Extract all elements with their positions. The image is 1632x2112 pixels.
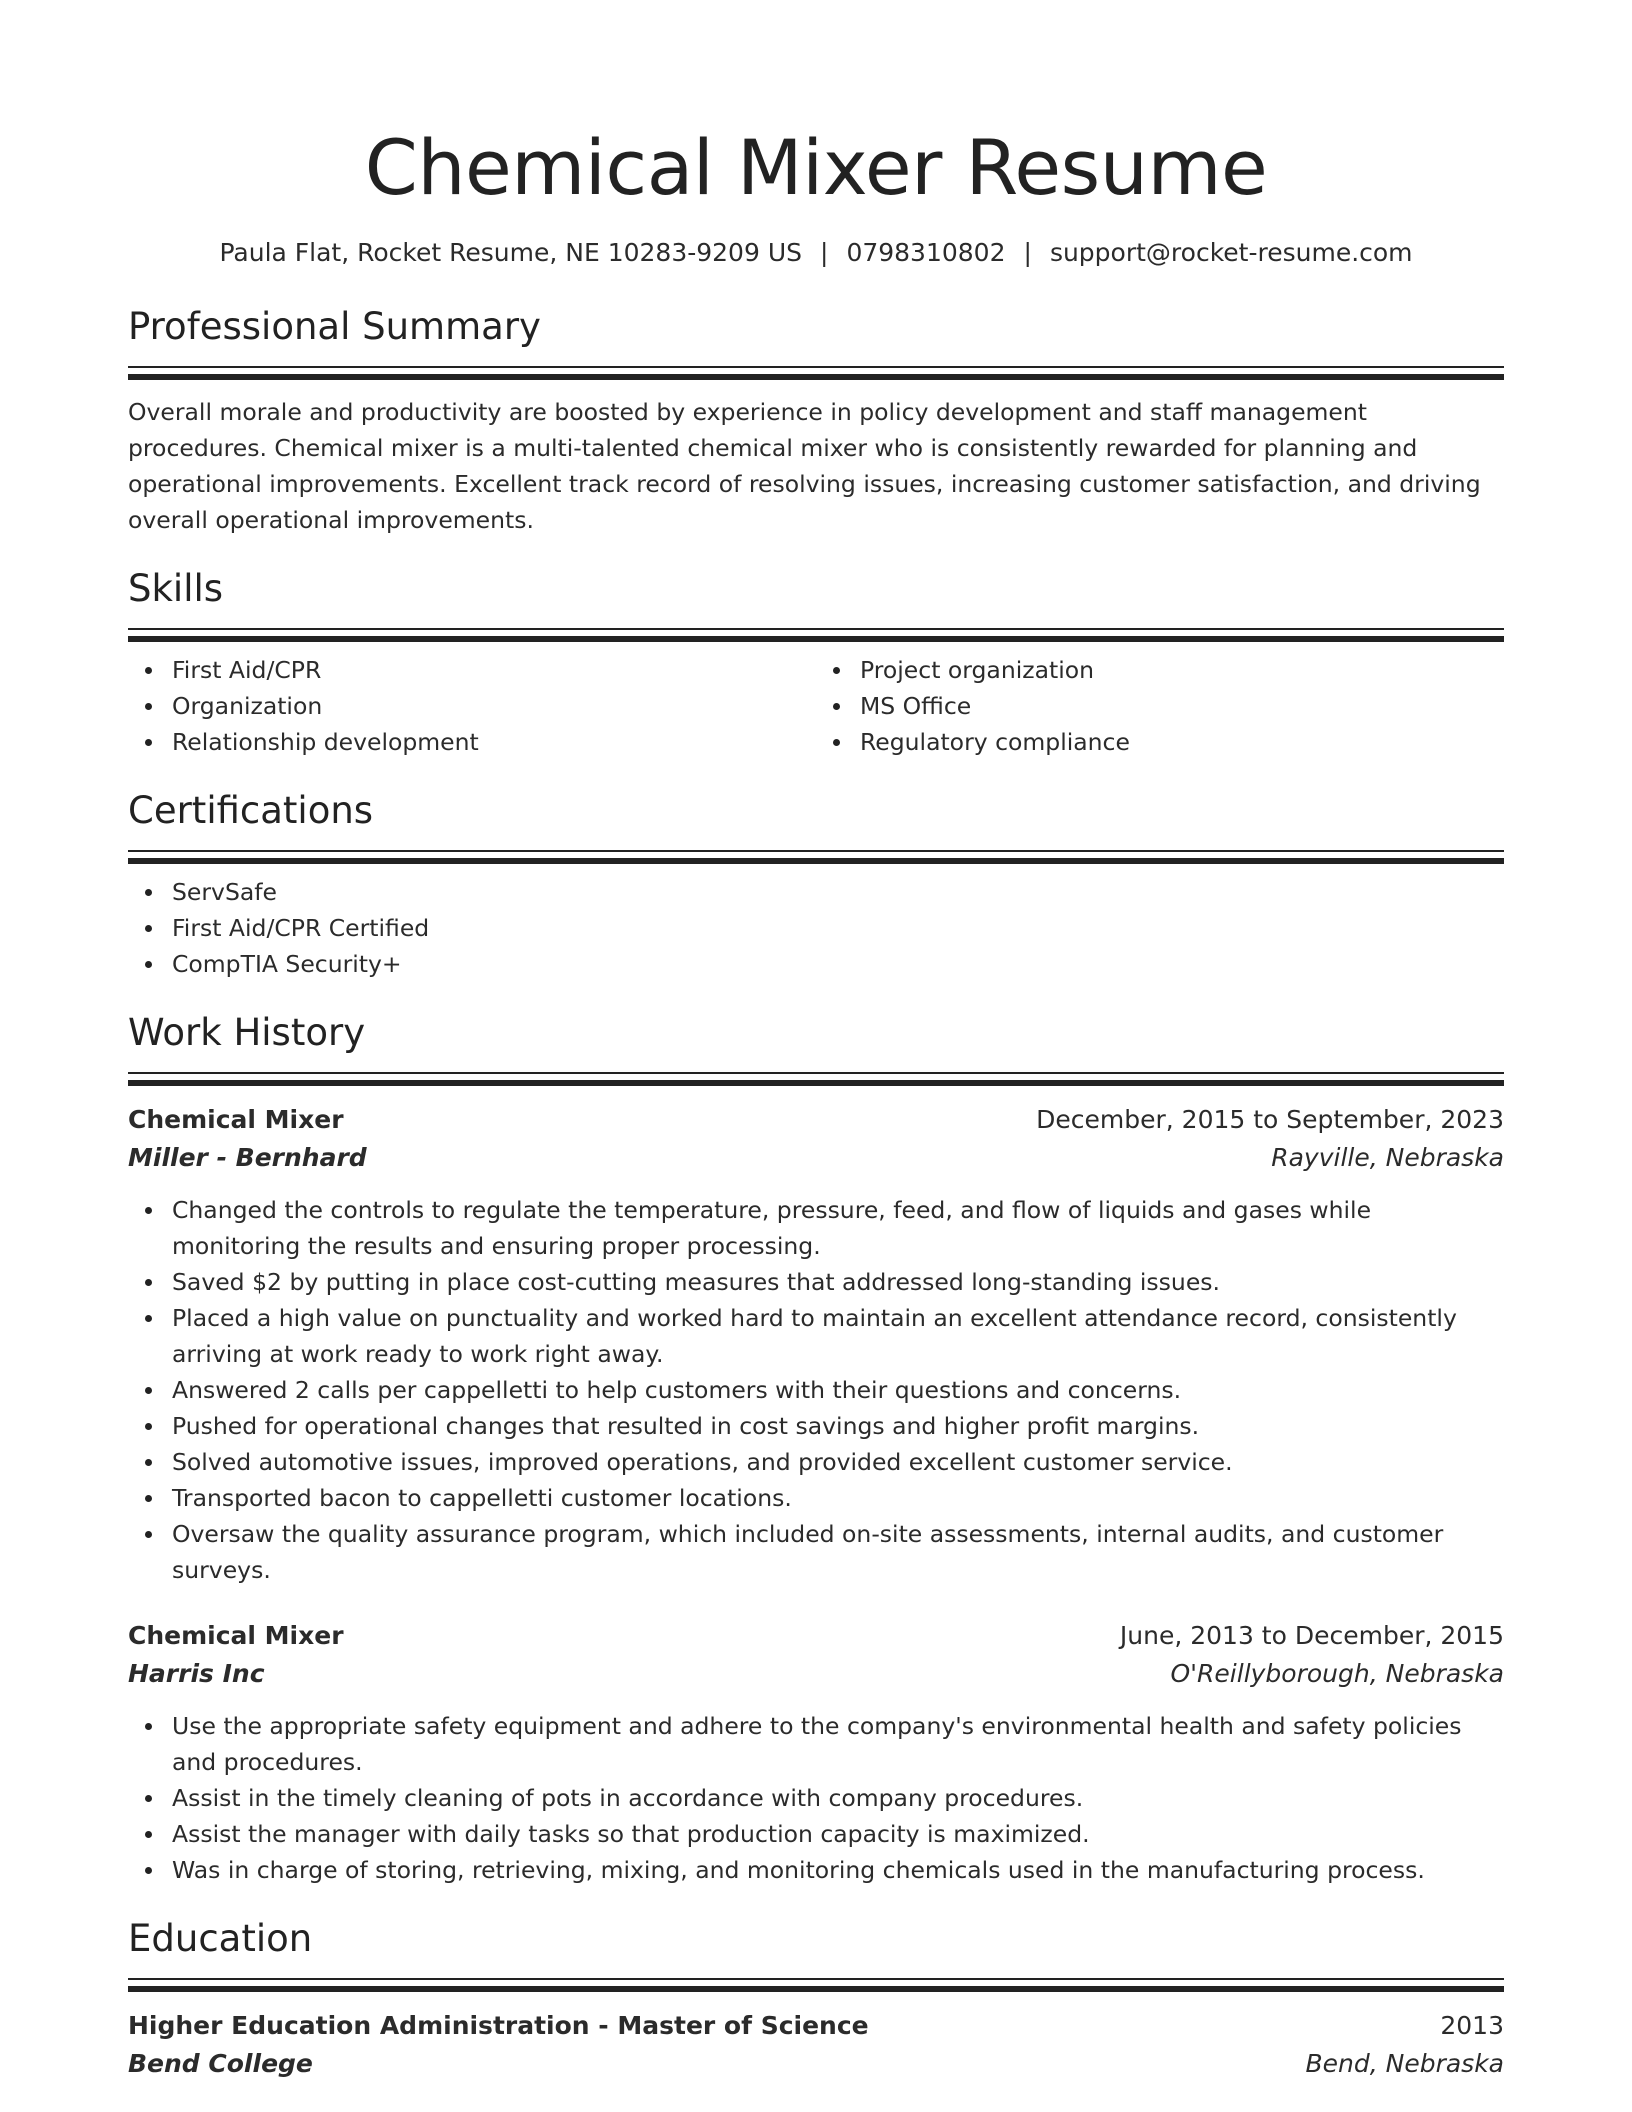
job-dates: June, 2013 to December, 2015 [1119, 1621, 1504, 1650]
job-duties-list [128, 1192, 1504, 1588]
job-company: Miller - Bernhard [128, 1143, 367, 1172]
skill-item: Project organization [860, 652, 1504, 688]
certification-item: ServSafe [172, 874, 1504, 910]
section-divider [128, 1978, 1504, 1992]
skill-item: First Aid/CPR [172, 652, 816, 688]
job-duty: Changed the controls to regulate the temperature, pressure, feed, and flow of liquids and gases while monitoring the results and ensuring proper processing. [172, 1192, 1504, 1264]
job-title: Chemical Mixer [128, 1105, 344, 1134]
certifications-section [128, 786, 1504, 982]
skills-list-left [128, 652, 816, 760]
job-duty: Pushed for operational changes that resulted in cost savings and higher profit margins. [172, 1408, 1504, 1444]
job-company-row [128, 1138, 1504, 1178]
skill-item: Organization [172, 688, 816, 724]
skills-heading: Skills [128, 567, 224, 610]
skill-item: Regulatory compliance [860, 724, 1504, 760]
job-location: O'Reillyborough, Nebraska [1170, 1659, 1504, 1688]
contact-separator: | [1023, 238, 1032, 267]
job-duty: Solved automotive issues, improved operations, and provided excellent customer service. [172, 1444, 1504, 1480]
education-location: Bend, Nebraska [1305, 2049, 1504, 2078]
job-duty: Saved $2 by putting in place cost-cutting measures that addressed long-standing issues. [172, 1264, 1504, 1300]
page-title: Chemical Mixer Resume [364, 123, 1268, 212]
skills-section [128, 564, 1504, 760]
education-header-row [128, 2008, 1504, 2044]
job-dates: December, 2015 to September, 2023 [1036, 1105, 1504, 1134]
certification-item: First Aid/CPR Certified [172, 910, 1504, 946]
section-divider [128, 850, 1504, 864]
section-divider [128, 366, 1504, 380]
skill-item: MS Office [860, 688, 1504, 724]
summary-heading: Professional Summary [128, 305, 541, 348]
education-section [128, 1914, 1504, 2084]
job-duty: Oversaw the quality assurance program, which included on-site assessments, internal audits, and customer surveys. [172, 1516, 1504, 1588]
education-heading: Education [128, 1917, 313, 1960]
job-duty: Assist in the timely cleaning of pots in accordance with company procedures. [172, 1780, 1504, 1816]
summary-text: Overall morale and productivity are boosted by experience in policy development and staff management procedures. Chemical mixer is a multi-talented chemical mixer who is consistently rewarded for planning and operational improvements. Excellent track record of resolving issues, increasing customer satisfaction, and driving overall operational improvements. [128, 398, 1481, 534]
education-school-row [128, 2044, 1504, 2084]
certifications-heading: Certifications [128, 789, 374, 832]
skills-list-right [816, 652, 1504, 760]
certification-item: CompTIA Security+ [172, 946, 1504, 982]
job-duty: Transported bacon to cappelletti customer locations. [172, 1480, 1504, 1516]
work-history-heading: Work History [128, 1011, 366, 1054]
job-title: Chemical Mixer [128, 1621, 344, 1650]
section-divider [128, 628, 1504, 642]
skill-item: Relationship development [172, 724, 816, 760]
job-duty: Was in charge of storing, retrieving, mixing, and monitoring chemicals used in the manufacturing process. [172, 1852, 1504, 1888]
job-entry [128, 1618, 1504, 1888]
job-duties-list [128, 1708, 1504, 1888]
education-school: Bend College [128, 2049, 313, 2078]
section-divider [128, 1072, 1504, 1086]
education-degree: Higher Education Administration - Master of Science [128, 2011, 869, 2040]
summary-section [128, 302, 1504, 538]
job-header-row [128, 1102, 1504, 1138]
job-duty: Assist the manager with daily tasks so that production capacity is maximized. [172, 1816, 1504, 1852]
job-location: Rayville, Nebraska [1271, 1143, 1504, 1172]
contact-phone: 0798310802 [846, 238, 1006, 267]
job-duty: Answered 2 calls per cappelletti to help customers with their questions and concerns. [172, 1372, 1504, 1408]
job-company-row [128, 1654, 1504, 1694]
work-history-section [128, 1008, 1504, 1888]
job-company: Harris Inc [128, 1659, 265, 1688]
job-duty: Placed a high value on punctuality and worked hard to maintain an excellent attendance record, consistently arriving at work ready to work right away. [172, 1300, 1504, 1372]
job-duty: Use the appropriate safety equipment and adhere to the company's environmental health and safety policies and procedures. [172, 1708, 1504, 1780]
job-header-row [128, 1618, 1504, 1654]
education-entry [128, 2008, 1504, 2084]
contact-email: support@rocket-resume.com [1049, 238, 1413, 267]
education-year: 2013 [1440, 2011, 1504, 2040]
certifications-list [128, 874, 1504, 982]
contact-address: Paula Flat, Rocket Resume, NE 10283-9209 US [219, 238, 802, 267]
skills-grid [128, 642, 1504, 760]
contact-separator: | [820, 238, 829, 267]
contact-line [128, 236, 1504, 270]
job-entry [128, 1102, 1504, 1588]
